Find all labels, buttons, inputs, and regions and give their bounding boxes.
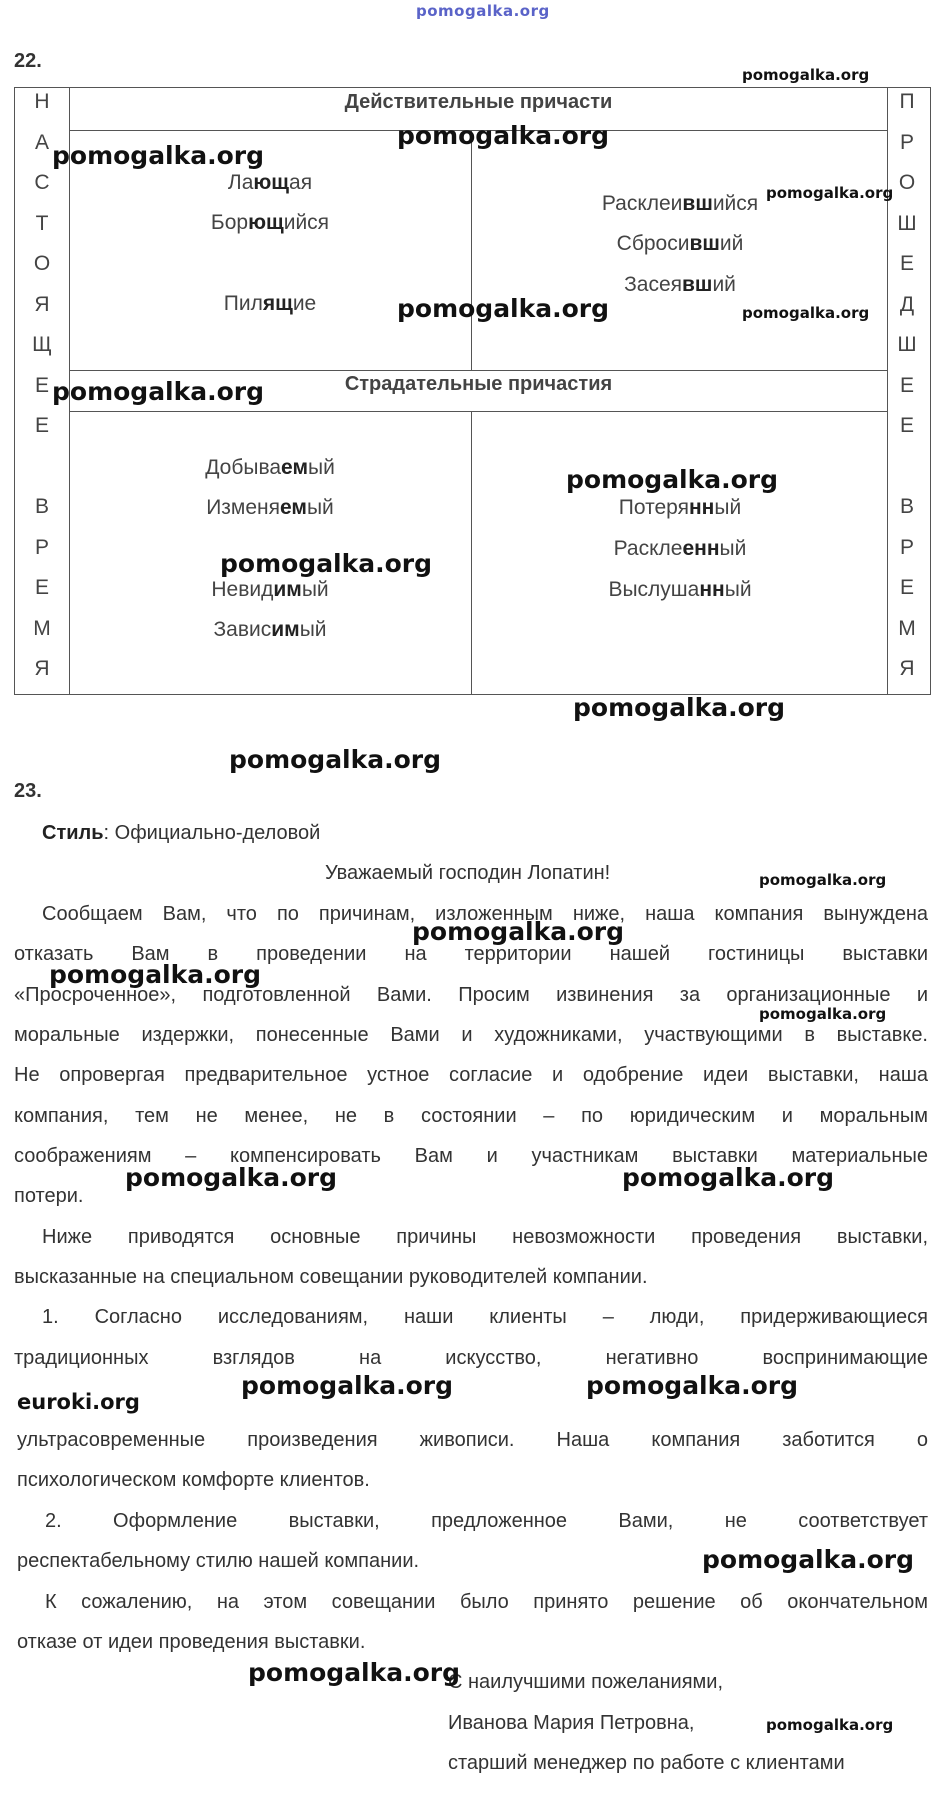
letter-line: Не опровергая предварительное устное согласие и одобрение идеи выставки, наша	[14, 1064, 928, 1086]
letter-line: «Просроченное», подготовленной Вами. Просим извинения за организационные и	[14, 984, 928, 1006]
tense-letter: В	[34, 495, 49, 518]
signature-line: С наилучшими пожеланиями,	[448, 1671, 724, 1693]
tense-letter: Е	[34, 373, 49, 397]
tense-letter: Т	[35, 211, 49, 235]
watermark: pomogalka.org	[125, 1163, 338, 1192]
tense-letter	[880, 447, 934, 488]
watermark: pomogalka.org	[702, 1545, 915, 1574]
watermark: pomogalka.org	[586, 1371, 799, 1400]
tense-letter: Я	[34, 292, 50, 316]
word-cell: Выслушанный	[608, 578, 752, 601]
signature-line: старший менеджер по работе с клиентами	[448, 1752, 845, 1774]
tense-letter	[15, 447, 69, 488]
watermark: pomogalka.org	[622, 1163, 835, 1192]
tense-letter: Е	[34, 576, 49, 599]
letter-line: 2. Оформление выставки, предложенное Вами, не соответствует	[45, 1510, 928, 1532]
tense-letter: П	[899, 90, 915, 113]
tense-letter: Е	[34, 414, 49, 437]
table-divider	[69, 370, 887, 371]
letter-line: ультрасовременные произведения живописи. Наша компания заботится о	[17, 1429, 928, 1451]
letter-line: отказе от идеи проведения выставки.	[17, 1631, 366, 1653]
word-cell: Лающая	[227, 171, 313, 194]
watermark: pomogalka.org	[412, 917, 625, 946]
letter-line: моральные издержки, понесенные Вами и художниками, участвующими в выставке.	[14, 1024, 928, 1046]
letter-line: традиционных взглядов на искусство, негативно воспринимающие	[14, 1347, 928, 1369]
word-cell: Борющийся	[210, 211, 330, 234]
tense-letter: О	[33, 252, 51, 275]
letter-line: высказанные на специальном совещании руководителей компании.	[14, 1266, 648, 1288]
table-divider	[69, 411, 887, 412]
tense-letter: Р	[34, 535, 49, 559]
letter-line: Ниже приводятся основные причины невозможности проведения выставки,	[42, 1226, 928, 1248]
tense-letter: Н	[34, 90, 50, 113]
word-cell: Изменяемый	[206, 496, 334, 519]
word-cell: Засеявший	[624, 273, 736, 296]
letter-line: Сообщаем Вам, что по причинам, изложенным ниже, наша компания вынуждена	[42, 903, 928, 925]
watermark: euroki.org	[17, 1390, 140, 1414]
active-participles-header: Действительные причасти	[344, 91, 613, 113]
watermark: pomogalka.org	[397, 294, 610, 323]
past-tense-label	[880, 82, 934, 690]
tense-letter: М	[33, 616, 51, 640]
watermark: pomogalka.org	[766, 1716, 894, 1734]
letter-line: психологическом комфорте клиентов.	[17, 1469, 370, 1491]
tense-letter: Е	[899, 576, 914, 599]
letter-line: респектабельному стилю нашей компании.	[17, 1550, 420, 1572]
tense-letter: Е	[899, 373, 914, 397]
watermark: pomogalka.org	[397, 121, 610, 150]
watermark: pomogalka.org	[229, 745, 442, 774]
watermark: pomogalka.org	[573, 693, 786, 722]
tense-letter: А	[34, 130, 49, 154]
exercise-number-23: 23.	[14, 780, 42, 802]
signature-line: Иванова Мария Петровна,	[448, 1712, 695, 1734]
table-divider	[471, 411, 472, 695]
style-line: Стиль: Официально-деловой	[42, 822, 321, 844]
letter-line: К сожалению, на этом совещании было принято решение об окончательном	[45, 1591, 928, 1613]
tense-letter: Ш	[897, 333, 917, 356]
word-cell: Потерянный	[618, 496, 742, 519]
letter-line: 1. Согласно исследованиям, наши клиенты – люди, придерживающиеся	[42, 1306, 928, 1328]
greeting: Уважаемый господин Лопатин!	[325, 862, 611, 884]
letter-line: отказать Вам в проведении на территории нашей гостиницы выставки	[14, 943, 928, 965]
word-cell: Пилящие	[223, 292, 317, 315]
watermark: pomogalka.org	[248, 1658, 461, 1687]
tense-letter: С	[34, 171, 50, 194]
watermark: pomogalka.org	[759, 871, 887, 889]
table-divider	[471, 130, 472, 370]
tense-letter: Е	[899, 414, 914, 437]
tense-letter: Д	[899, 292, 915, 316]
watermark: pomogalka.org	[759, 1005, 887, 1023]
word-cell: Добываемый	[205, 456, 335, 479]
letter-line: потери.	[14, 1185, 84, 1207]
watermark: pomogalka.org	[566, 465, 779, 494]
tense-letter: О	[898, 171, 916, 194]
watermark: pomogalka.org	[220, 549, 433, 578]
tense-letter: Я	[899, 657, 915, 680]
tense-letter: Р	[899, 130, 914, 154]
watermark: pomogalka.org	[742, 304, 870, 322]
letter-line: компания, тем не менее, не в состоянии – по юридическим и моральным	[14, 1105, 928, 1127]
tense-letter: Р	[899, 535, 914, 559]
exercise-number-22: 22.	[14, 50, 42, 72]
word-cell: Сбросивший	[616, 232, 744, 255]
word-cell: Расклеенный	[613, 537, 747, 560]
tense-letter: М	[898, 616, 916, 640]
watermark: pomogalka.org	[52, 141, 265, 170]
tense-letter: Щ	[32, 333, 52, 356]
tense-letter: Ш	[897, 211, 917, 235]
passive-participles-header: Страдательные причастия	[344, 373, 613, 395]
tense-letter: Е	[899, 252, 914, 275]
tense-letter: В	[899, 495, 914, 518]
site-link[interactable]: pomogalka.org	[416, 2, 550, 20]
word-cell: Невидимый	[211, 578, 329, 601]
watermark: pomogalka.org	[742, 66, 870, 84]
watermark: pomogalka.org	[49, 960, 262, 989]
word-cell: Расклеившийся	[601, 192, 759, 215]
watermark: pomogalka.org	[241, 1371, 454, 1400]
letter-line: соображениям – компенсировать Вам и участникам выставки материальные	[14, 1145, 928, 1167]
watermark: pomogalka.org	[52, 377, 265, 406]
tense-letter: Я	[34, 657, 50, 680]
watermark: pomogalka.org	[766, 184, 894, 202]
word-cell: Зависимый	[213, 618, 327, 641]
